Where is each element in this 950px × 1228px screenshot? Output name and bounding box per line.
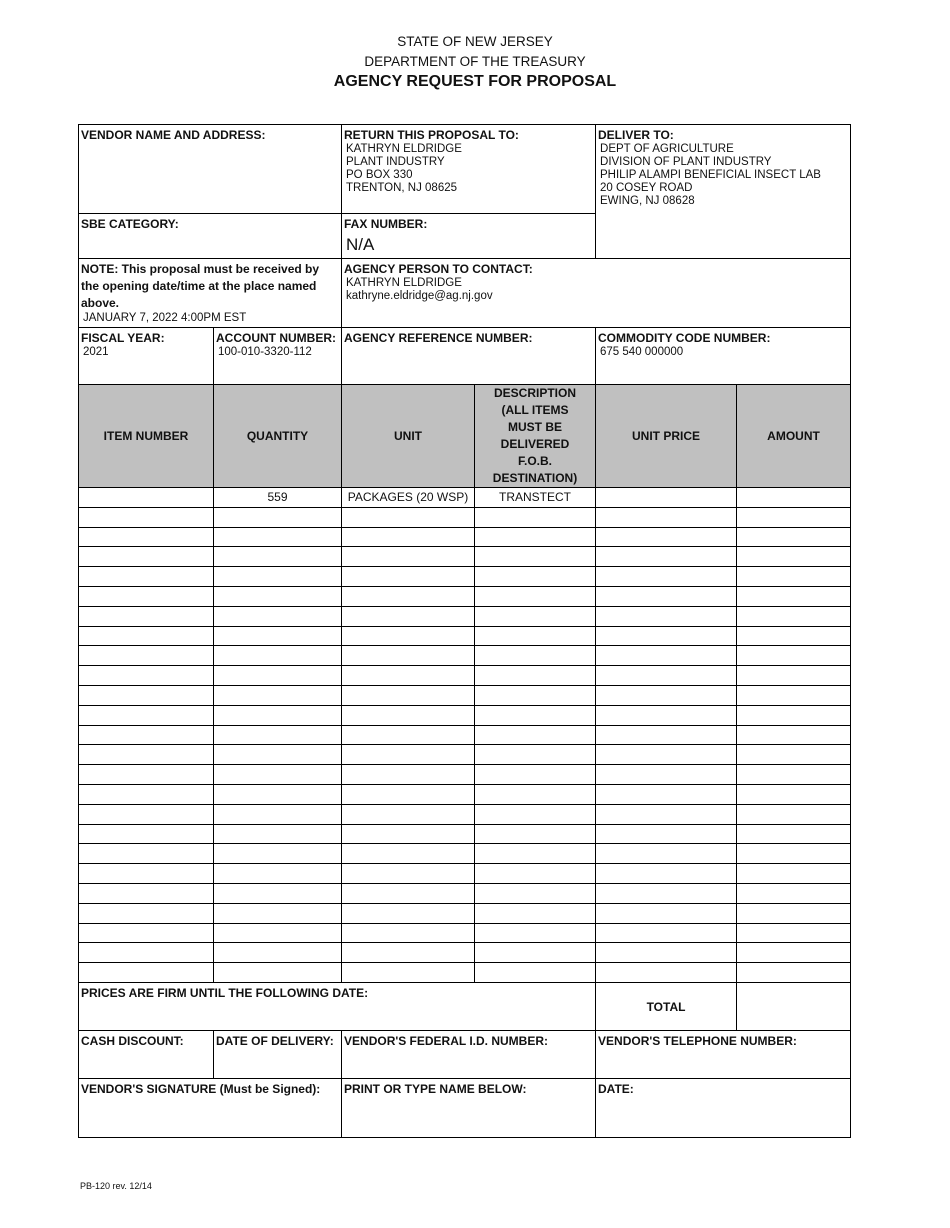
unit-price-cell[interactable] [596,824,737,844]
quantity-cell[interactable] [214,507,342,527]
quantity-cell[interactable] [214,963,342,983]
amount-cell[interactable] [737,586,851,606]
description-cell[interactable] [475,725,596,745]
fax-number-value: N/A [346,235,375,254]
amount-cell[interactable] [737,844,851,864]
quantity-cell[interactable] [214,903,342,923]
description-cell[interactable] [475,824,596,844]
telephone-field[interactable] [596,1030,851,1078]
deliver-to-line: DEPT OF AGRICULTURE [600,143,734,155]
amount-cell[interactable] [737,883,851,903]
amount-cell[interactable] [737,705,851,725]
col-header-description: DESCRIPTION (ALL ITEMS MUST BE DELIVERED F.O.B. DESTINATION) [475,385,596,488]
quantity-cell[interactable] [214,666,342,686]
item-number-cell[interactable] [79,804,214,824]
total-label-cell [596,982,737,1030]
amount-cell[interactable] [737,685,851,705]
unit-cell[interactable] [342,745,475,765]
cash-discount-label: CASH DISCOUNT: [81,1033,184,1048]
amount-cell[interactable] [737,547,851,567]
prices-firm-field[interactable] [79,982,596,1030]
col-header-unit-price: UNIT PRICE [596,385,737,488]
quantity-cell[interactable] [214,606,342,626]
description-cell[interactable] [475,765,596,785]
quantity-cell[interactable] [214,646,342,666]
description-cell[interactable] [475,784,596,804]
unit-cell[interactable] [342,943,475,963]
deliver-to-line: 20 COSEY ROAD [600,182,693,194]
table-row [79,784,851,804]
item-number-cell[interactable] [79,765,214,785]
date-of-delivery-label: DATE OF DELIVERY: [216,1033,334,1048]
unit-price-cell[interactable] [596,488,737,508]
unit-cell[interactable] [342,646,475,666]
description-cell[interactable] [475,745,596,765]
item-number-cell[interactable] [79,864,214,884]
cash-discount-field[interactable] [79,1030,214,1078]
amount-cell[interactable] [737,963,851,983]
amount-cell[interactable] [737,864,851,884]
quantity-cell[interactable] [214,586,342,606]
unit-cell[interactable] [342,666,475,686]
quantity-cell[interactable] [214,943,342,963]
item-number-cell[interactable] [79,883,214,903]
unit-price-cell[interactable] [596,784,737,804]
date-of-delivery-field[interactable] [214,1030,342,1078]
quantity-cell[interactable] [214,626,342,646]
description-cell[interactable] [475,527,596,547]
description-cell[interactable] [475,606,596,626]
commodity-code-cell [596,328,851,385]
item-rows [79,488,851,983]
total-label: TOTAL [646,1000,686,1015]
item-number-cell[interactable] [79,547,214,567]
return-to-line: TRENTON, NJ 08625 [346,182,458,194]
quantity-cell[interactable] [214,784,342,804]
item-number-cell[interactable] [79,943,214,963]
amount-cell[interactable] [737,488,851,508]
state-heading: STATE OF NEW JERSEY [397,34,553,49]
unit-cell[interactable] [342,883,475,903]
unit-price-cell[interactable] [596,646,737,666]
table-row [79,685,851,705]
unit-price-cell[interactable] [596,864,737,884]
description-cell[interactable] [475,804,596,824]
federal-id-field[interactable] [342,1030,596,1078]
unit-price-cell[interactable] [596,685,737,705]
unit-price-cell[interactable] [596,963,737,983]
quantity-cell[interactable] [214,923,342,943]
description-cell[interactable] [475,923,596,943]
quantity-cell[interactable] [214,685,342,705]
unit-price-cell[interactable] [596,745,737,765]
unit-price-cell[interactable] [596,567,737,587]
table-row [79,488,851,508]
print-name-label: PRINT OR TYPE NAME BELOW: [344,1081,527,1096]
table-row [79,507,851,527]
form-id: PB-120 rev. 12/14 [80,1181,152,1191]
table-row [79,883,851,903]
table-row [79,804,851,824]
description-cell[interactable] [475,963,596,983]
commodity-code-label: COMMODITY CODE NUMBER: [598,331,771,345]
description-cell[interactable] [475,666,596,686]
unit-cell[interactable] [342,765,475,785]
unit-cell[interactable] [342,923,475,943]
amount-cell[interactable] [737,725,851,745]
quantity-cell[interactable] [214,745,342,765]
unit-cell[interactable] [342,963,475,983]
unit-cell[interactable] [342,824,475,844]
unit-price-cell[interactable] [596,804,737,824]
unit-price-cell[interactable] [596,923,737,943]
unit-cell[interactable] [342,626,475,646]
date-label: DATE: [598,1081,634,1096]
item-number-cell[interactable] [79,567,214,587]
sbe-category-field[interactable] [79,214,342,259]
amount-cell[interactable] [737,745,851,765]
return-to-cell [342,125,596,214]
item-number-cell[interactable] [79,626,214,646]
table-row [79,765,851,785]
agency-contact-name: KATHRYN ELDRIDGE [346,277,462,289]
unit-cell[interactable] [342,606,475,626]
unit-cell[interactable] [342,725,475,745]
description-cell[interactable] [475,943,596,963]
quantity-cell[interactable] [214,844,342,864]
unit-cell[interactable] [342,507,475,527]
table-row [79,725,851,745]
deliver-to-line: DIVISION OF PLANT INDUSTRY [600,156,772,168]
item-number-cell[interactable] [79,824,214,844]
unit-cell[interactable] [342,586,475,606]
unit-cell[interactable] [342,804,475,824]
description-cell[interactable] [475,586,596,606]
unit-price-cell[interactable] [596,547,737,567]
table-row [79,903,851,923]
fax-number-label: FAX NUMBER: [344,217,428,231]
quantity-cell[interactable] [214,567,342,587]
item-number-cell[interactable] [79,844,214,864]
item-number-cell[interactable] [79,685,214,705]
amount-cell[interactable] [737,666,851,686]
agency-reference-label: AGENCY REFERENCE NUMBER: [344,331,533,345]
item-number-cell[interactable] [79,666,214,686]
col-header-amount: AMOUNT [737,385,851,488]
signature-label: VENDOR'S SIGNATURE (Must be Signed): [81,1081,321,1096]
amount-cell[interactable] [737,784,851,804]
table-row [79,923,851,943]
amount-cell[interactable] [737,567,851,587]
description-cell[interactable] [475,547,596,567]
amount-cell[interactable] [737,824,851,844]
item-number-cell[interactable] [79,527,214,547]
signature-field[interactable] [79,1078,342,1137]
deliver-to-line: EWING, NJ 08628 [600,195,695,207]
unit-price-cell[interactable] [596,586,737,606]
return-to-line: PO BOX 330 [346,169,413,181]
description-cell[interactable] [475,626,596,646]
quantity-cell[interactable] [214,547,342,567]
item-number-cell[interactable] [79,586,214,606]
unit-cell[interactable] [342,567,475,587]
commodity-code-value: 675 540 000000 [600,346,684,358]
unit-cell[interactable] [342,903,475,923]
agency-contact-cell [342,259,851,328]
table-row [79,824,851,844]
table-row [79,567,851,587]
quantity-cell[interactable] [214,705,342,725]
unit-price-cell[interactable] [596,666,737,686]
amount-cell[interactable] [737,903,851,923]
item-number-cell[interactable] [79,725,214,745]
account-number-cell [214,328,342,385]
page-title: AGENCY REQUEST FOR PROPOSAL [333,73,617,90]
item-number-cell[interactable] [79,507,214,527]
proposal-form [78,124,851,1138]
unit-price-cell[interactable] [596,725,737,745]
unit-price-cell[interactable] [596,883,737,903]
prices-firm-label: PRICES ARE FIRM UNTIL THE FOLLOWING DATE: [81,985,369,1000]
return-to-line: KATHRYN ELDRIDGE [346,143,462,155]
note-text: NOTE: This proposal must be received by the opening date/time at the place named above. [81,262,320,310]
amount-cell[interactable] [737,943,851,963]
table-row [79,547,851,567]
account-number-label: ACCOUNT NUMBER: [216,331,336,345]
vendor-name-address-field[interactable] [79,125,342,214]
description-cell[interactable] [475,646,596,666]
col-header-quantity: QUANTITY [214,385,342,488]
table-row [79,705,851,725]
opening-date: JANUARY 7, 2022 4:00PM EST [83,312,247,324]
total-amount-field[interactable] [737,982,851,1030]
agency-contact-label: AGENCY PERSON TO CONTACT: [344,262,533,276]
print-name-field[interactable] [342,1078,596,1137]
unit-price-cell[interactable] [596,844,737,864]
sbe-category-label: SBE CATEGORY: [81,217,179,231]
description-cell[interactable] [475,567,596,587]
vendor-name-address-label: VENDOR NAME AND ADDRESS: [81,128,266,142]
item-number-cell[interactable] [79,705,214,725]
unit-cell[interactable] [342,705,475,725]
item-number-cell[interactable] [79,646,214,666]
item-number-cell[interactable] [79,963,214,983]
unit-cell[interactable] [342,685,475,705]
telephone-label: VENDOR'S TELEPHONE NUMBER: [598,1033,797,1048]
quantity-cell[interactable] [214,527,342,547]
amount-cell[interactable] [737,606,851,626]
table-row [79,606,851,626]
col-header-item-number: ITEM NUMBER [79,385,214,488]
return-to-label: RETURN THIS PROPOSAL TO: [344,128,519,142]
item-number-cell[interactable] [79,488,214,508]
quantity-cell[interactable] [214,804,342,824]
amount-cell[interactable] [737,527,851,547]
description-cell[interactable] [475,864,596,884]
fiscal-year-value: 2021 [83,346,109,358]
agency-contact-email: kathryne.eldridge@ag.nj.gov [346,290,493,302]
table-row [79,864,851,884]
quantity-cell[interactable]: 559 [214,488,342,508]
description-cell[interactable] [475,844,596,864]
account-number-value: 100-010-3320-112 [218,346,312,358]
unit-price-cell[interactable] [596,606,737,626]
table-row [79,666,851,686]
item-number-cell[interactable] [79,784,214,804]
unit-cell[interactable] [342,864,475,884]
quantity-cell[interactable] [214,765,342,785]
quantity-cell[interactable] [214,864,342,884]
description-cell[interactable] [475,705,596,725]
amount-cell[interactable] [737,646,851,666]
amount-cell[interactable] [737,765,851,785]
deliver-to-cell [596,125,851,259]
federal-id-label: VENDOR'S FEDERAL I.D. NUMBER: [344,1033,548,1048]
table-row [79,844,851,864]
department-heading: DEPARTMENT OF THE TREASURY [364,54,586,69]
note-cell [79,259,342,328]
table-row [79,943,851,963]
description-cell[interactable] [475,685,596,705]
table-row [79,963,851,983]
date-field[interactable] [596,1078,851,1137]
unit-price-cell[interactable] [596,903,737,923]
unit-cell[interactable] [342,547,475,567]
table-row [79,527,851,547]
unit-cell[interactable]: PACKAGES (20 WSP) [342,488,475,508]
unit-cell[interactable] [342,527,475,547]
quantity-cell[interactable] [214,824,342,844]
fiscal-year-cell [79,328,214,385]
return-to-line: PLANT INDUSTRY [346,156,445,168]
unit-price-cell[interactable] [596,626,737,646]
table-row [79,626,851,646]
table-row [79,646,851,666]
unit-price-cell[interactable] [596,507,737,527]
table-row [79,586,851,606]
quantity-cell[interactable] [214,883,342,903]
unit-cell[interactable] [342,784,475,804]
item-number-cell[interactable] [79,923,214,943]
agency-reference-field[interactable] [342,328,596,385]
unit-price-cell[interactable] [596,943,737,963]
item-number-cell[interactable] [79,745,214,765]
table-row [79,745,851,765]
amount-cell[interactable] [737,923,851,943]
unit-price-cell[interactable] [596,705,737,725]
unit-price-cell[interactable] [596,765,737,785]
item-number-cell[interactable] [79,903,214,923]
item-number-cell[interactable] [79,606,214,626]
description-cell[interactable]: TRANSTECT [475,488,596,508]
amount-cell[interactable] [737,507,851,527]
deliver-to-line: PHILIP ALAMPI BENEFICIAL INSECT LAB [600,169,821,181]
deliver-to-label: DELIVER TO: [598,128,674,142]
unit-price-cell[interactable] [596,527,737,547]
description-cell[interactable] [475,883,596,903]
quantity-cell[interactable] [214,725,342,745]
fax-number-cell [342,214,596,259]
col-header-unit: UNIT [342,385,475,488]
description-cell[interactable] [475,903,596,923]
unit-cell[interactable] [342,844,475,864]
amount-cell[interactable] [737,626,851,646]
amount-cell[interactable] [737,804,851,824]
fiscal-year-label: FISCAL YEAR: [81,331,165,345]
description-cell[interactable] [475,507,596,527]
